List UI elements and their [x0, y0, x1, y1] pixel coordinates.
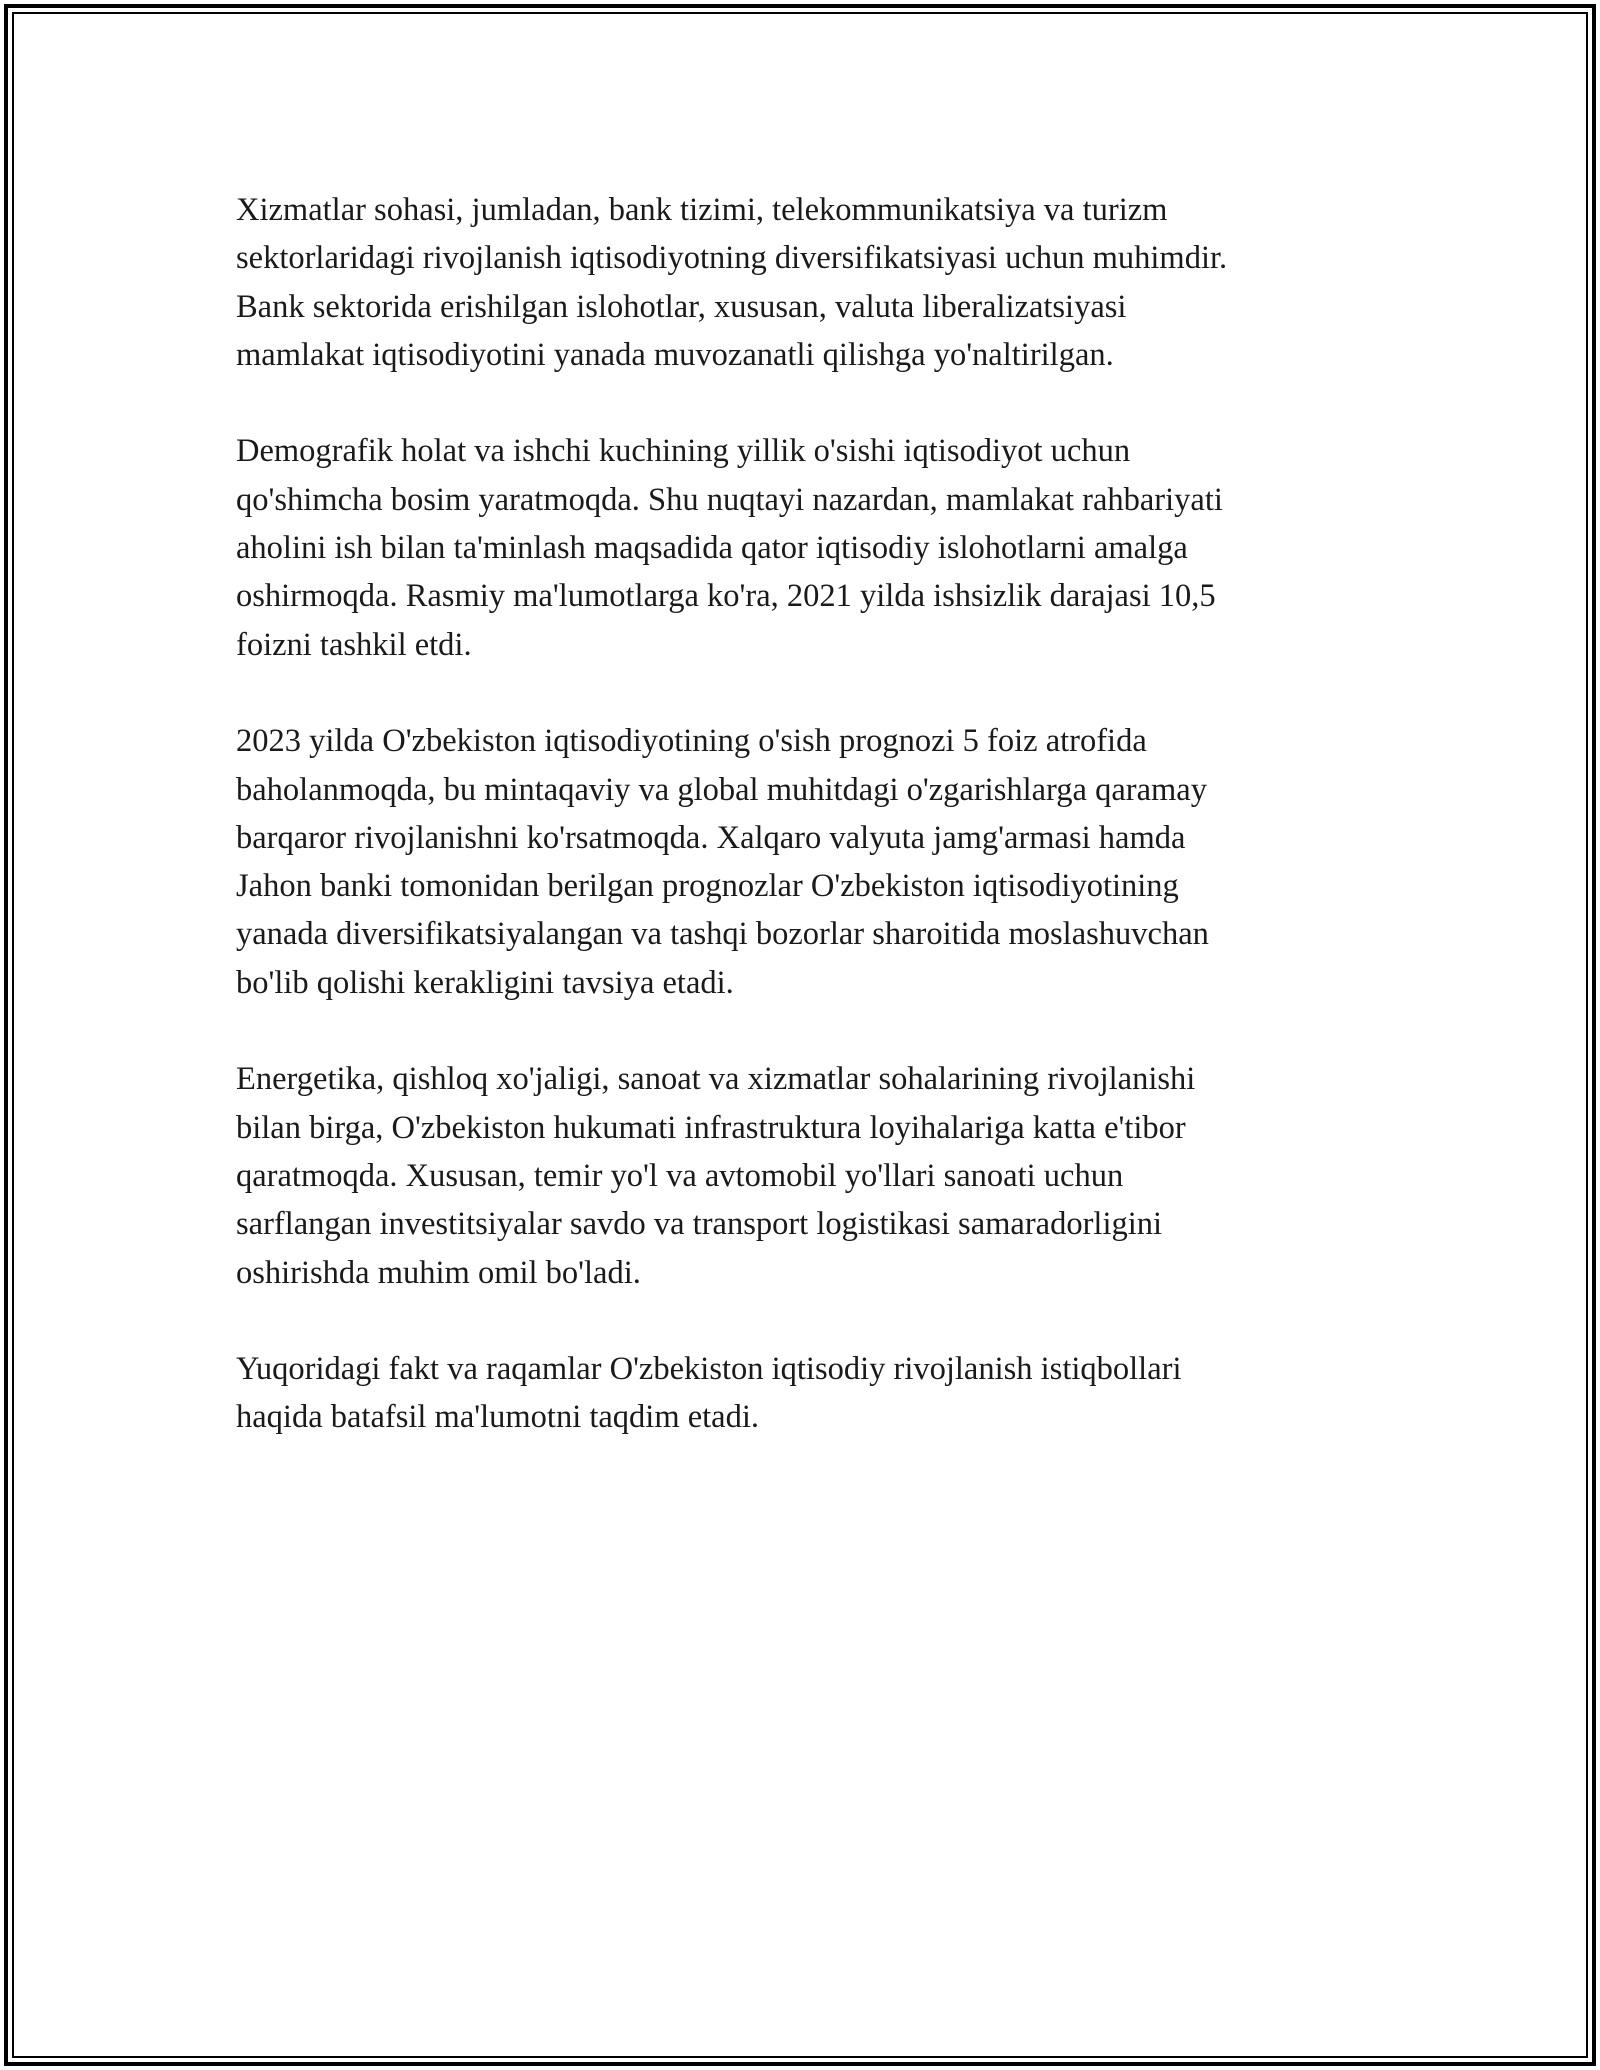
paragraph-growth-forecast: 2023 yilda O'zbekiston iqtisodiyotining o'sish prognozi 5 foiz atrofida baholanmoqda, bu mintaqaviy va global muhitdagi o'zgarishlarga qaramay barqaror rivojlanishni ko'rsatmoqda. Xalqaro valyuta jamg'armasi hamda Jahon banki tomonidan berilgan prognozlar O'zbekiston iqtisodiyotining yanada diversifikatsiyalangan va tashqi bozorlar sharoitida moslashuvchan bo'lib qolishi kerakligini tavsiya etadi.: [236, 723, 1209, 1001]
paragraph-services: Xizmatlar sohasi, jumladan, bank tizimi, telekommunikatsiya va turizm sektorlaridagi rivojlanish iqtisodiyotning diversifikatsiyasi uchun muhimdir. Bank sektorida erishilgan islohotlar, xususan, valuta liberalizatsiyasi mamlakat iqtisodiyotini yanada muvozanatli qilishga yo'naltirilgan.: [236, 192, 1228, 373]
paragraph-conclusion: Yuqoridagi fakt va raqamlar O'zbekiston iqtisodiy rivojlanish istiqbollari haqida batafsil ma'lumotni taqdim etadi.: [236, 1351, 1182, 1436]
paragraph-demographics: Demografik holat va ishchi kuchining yillik o'sishi iqtisodiyot uchun qo'shimcha bosim yaratmoqda. Shu nuqtayi nazardan, mamlakat rahbariyati aholini ish bilan ta'minlash maqsadida qator iqtisodiy islohotlarni amalga oshirmoqda. Rasmiy ma'lumotlarga ko'ra, 2021 yilda ishsizlik darajasi 10,5 foizni tashkil etdi.: [236, 433, 1223, 663]
document-body: [236, 186, 1366, 1490]
paragraph-infrastructure: Energetika, qishloq xo'jaligi, sanoat va xizmatlar sohalarining rivojlanishi bilan birga, O'zbekiston hukumati infrastruktura loyihalariga katta e'tibor qaratmoqda. Xususan, temir yo'l va avtomobil yo'llari sanoati uchun sarflangan investitsiyalar savdo va transport logistikasi samaradorligini oshirishda muhim omil bo'ladi.: [236, 1061, 1196, 1291]
